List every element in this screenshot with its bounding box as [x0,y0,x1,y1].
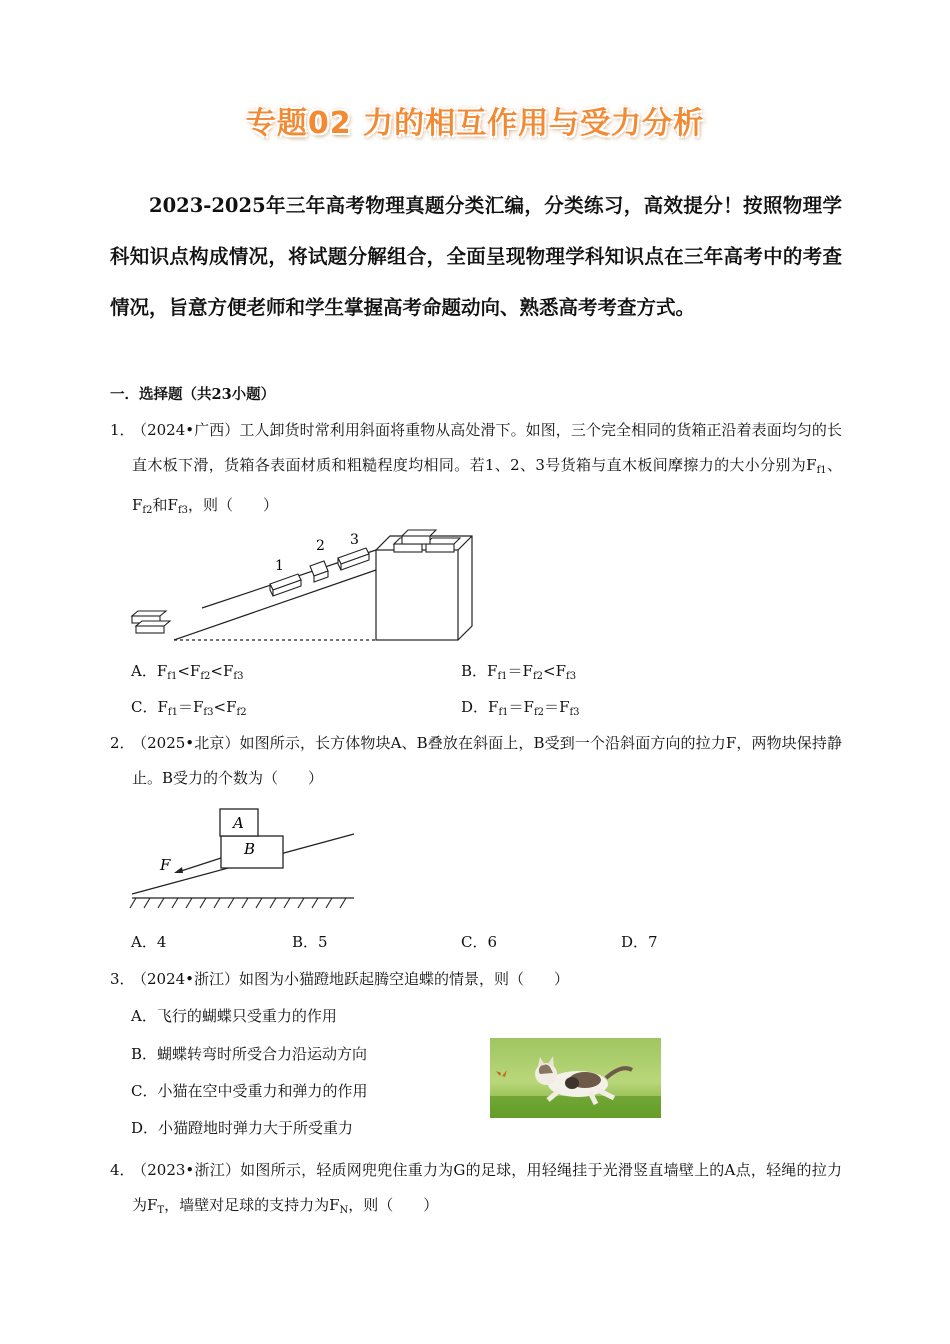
question-3 [110,962,845,997]
question-number: 1． [110,421,135,439]
q2-option-a[interactable]: A．4 [131,933,167,951]
q2-option-c[interactable]: C．6 [461,933,498,951]
q2-option-b[interactable]: B．5 [292,933,328,951]
crate-1 [270,574,301,596]
q3-option-c[interactable]: C．小猫在空中受重力和弹力的作用 [131,1082,368,1100]
q1-option-b[interactable]: B．$F_{f1}=F_{f2}<F_{f3}$ [461,662,577,682]
question-number: 3． [110,970,135,988]
question-number: 2． [110,734,135,752]
question-text: （2023•浙江）如图所示，轻质网兜兜住重力为G的足球，用轻绳挂于光滑竖直墙壁上的A点，轻绳的拉力为$F_T$，墙壁对足球的支持力为$F_N$，则（ ） [132,1161,842,1216]
block-b-label: B [244,840,256,858]
question-text: （2025•北京）如图所示，长方体物块A、B叠放在斜面上，B受到一个沿斜面方向的拉力F，两物块保持静止。B受力的个数为（ ） [132,734,842,787]
force-arrow [178,858,221,872]
q3-option-b[interactable]: B．蝴蝶转弯时所受合力沿运动方向 [131,1045,368,1063]
crate-2 [310,561,328,582]
block-a-label: A [233,814,244,832]
page-title: 专题02 力的相互作用与受力分析 [245,106,705,141]
question-4 [110,1153,845,1216]
question-1 [110,413,845,516]
q1-option-a[interactable]: A．$F_{f1}<F_{f2}<F_{f3}$ [131,662,244,682]
q3-option-d[interactable]: D．小猫蹬地时弹力大于所受重力 [131,1119,354,1137]
crate-label-2: 2 [316,538,325,554]
q2-option-d[interactable]: D．7 [621,933,658,951]
crate-label-3: 3 [350,532,359,548]
crate-stack-ground [132,611,170,633]
ground-hatch [130,898,346,908]
section-heading: 一．选择题（共23小题） [110,386,276,403]
question-text: （2024•浙江）如图为小猫蹬地跃起腾空追蝶的情景，则（ ） [132,970,570,988]
question-2 [110,726,845,787]
force-arrowhead [174,867,183,873]
force-label: F [160,856,171,874]
crate-3 [338,548,369,570]
question-text: （2024•广西）工人卸货时常利用斜面将重物从高处滑下。如图，三个完全相同的货箱正沿着表面均匀的长直木板下滑，货箱各表面材质和粗糙程度均相同。若1、2、3号货箱与直木板间摩擦力的大小分别为$F_{f1}$、$F_{f2}$和$F_{f3}$，则（ ） [132,421,842,516]
cat-butterfly-photo [490,1038,661,1118]
slope-figure [130,528,475,643]
incline-figure [130,806,356,912]
question-number: 4． [110,1161,135,1179]
intro-paragraph: 2023-2025年三年高考物理真题分类汇编，分类练习，高效提分！按照物理学科知识点构成情况，将试题分解组合，全面呈现物理学科知识点在三年高考中的考查情况，旨意方便老师和学生掌握高考命题动向、熟悉高考考查方式。 [110,194,842,319]
q3-option-a[interactable]: A．飞行的蝴蝶只受重力的作用 [131,1007,337,1025]
crate-label-1: 1 [275,558,284,574]
crate-stack-top [394,530,460,552]
q1-option-d[interactable]: D．$F_{f1}=F_{f2}=F_{f3}$ [461,698,580,718]
q1-option-c[interactable]: C．$F_{f1}=F_{f3}<F_{f2}$ [131,698,247,718]
